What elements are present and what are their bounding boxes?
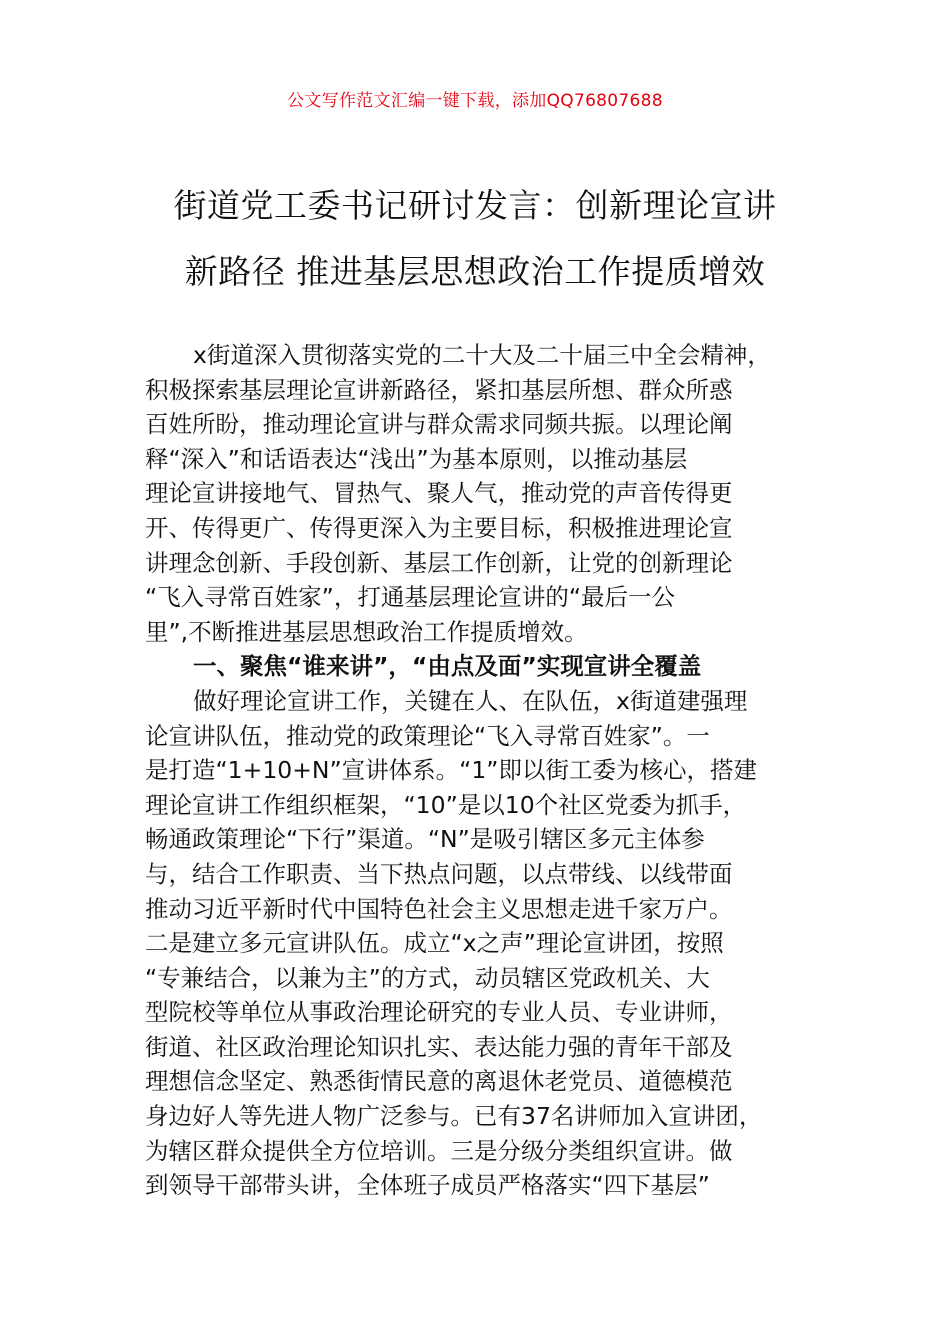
body-text	[145, 338, 810, 1203]
paragraph-line: 推动习近平新时代中国特色社会主义思想走进千家万户。	[145, 894, 733, 923]
download-banner: 公文写作范文汇编一键下载，添加QQ76807688	[287, 91, 663, 111]
paragraph-line: 积极探索基层理论宣讲新路径，紧扣基层所想、群众所惑	[145, 375, 733, 404]
paragraph-line: 街道、社区政治理论知识扎实、表达能力强的青年干部及	[145, 1032, 733, 1061]
paragraph-line: 二是建立多元宣讲队伍。成立“x之声”理论宣讲团，按照	[145, 929, 724, 958]
paragraph-line: 型院校等单位从事政治理论研究的专业人员、专业讲师，	[145, 998, 733, 1027]
paragraph-line: “专兼结合，以兼为主”的方式，动员辖区党政机关、大	[145, 963, 710, 992]
paragraph-line: 里”,不断推进基层思想政治工作提质增效。	[145, 617, 588, 646]
paragraph-line: 为辖区群众提供全方位培训。三是分级分类组织宣讲。做	[145, 1136, 733, 1165]
paragraph-line: 理想信念坚定、熟悉街情民意的离退休老党员、道德模范	[145, 1067, 733, 1096]
section-heading: 一、聚焦“谁来讲”，“由点及面”实现宣讲全覆盖	[193, 652, 702, 681]
paragraph-line: 到领导干部带头讲，全体班子成员严格落实“四下基层”	[145, 1171, 710, 1200]
paragraph-line: 开、传得更广、传得更深入为主要目标，积极推进理论宣	[145, 513, 733, 542]
paragraph-line: 身边好人等先进人物广泛参与。已有37名讲师加入宣讲团，	[145, 1102, 763, 1131]
paragraph-line: 百姓所盼，推动理论宣讲与群众需求同频共振。以理论阐	[145, 410, 733, 439]
title-line-2: 新路径 推进基层思想政治工作提质增效	[184, 252, 766, 291]
paragraph-line: x街道深入贯彻落实党的二十大及二十届三中全会精神，	[193, 341, 771, 369]
paragraph-line: 论宣讲队伍，推动党的政策理论“飞入寻常百姓家”。一	[145, 721, 710, 750]
paragraph-line: “飞入寻常百姓家”，打通基层理论宣讲的“最后一公	[145, 583, 676, 612]
title-line-1: 街道党工委书记研讨发言：创新理论宣讲	[173, 186, 777, 225]
paragraph-line: 是打造“1+10+N”宣讲体系。“1”即以街工委为核心，搭建	[145, 756, 757, 785]
paragraph-line: 畅通政策理论“下行”渠道。“N”是吸引辖区多元主体参	[145, 825, 705, 854]
paragraph-line: 理论宣讲工作组织框架，“10”是以10个社区党委为抓手，	[145, 790, 747, 819]
paragraph-line: 释“深入”和话语表达“浅出”为基本原则，以推动基层	[145, 444, 688, 473]
paragraph-line: 理论宣讲接地气、冒热气、聚人气，推动党的声音传得更	[145, 479, 733, 508]
paragraph-line: 做好理论宣讲工作，关键在人、在队伍，x街道建强理	[193, 686, 748, 715]
paragraph-line: 讲理念创新、手段创新、基层工作创新，让党的创新理论	[145, 548, 733, 577]
paragraph-line: 与，结合工作职责、当下热点问题，以点带线、以线带面	[145, 859, 733, 888]
